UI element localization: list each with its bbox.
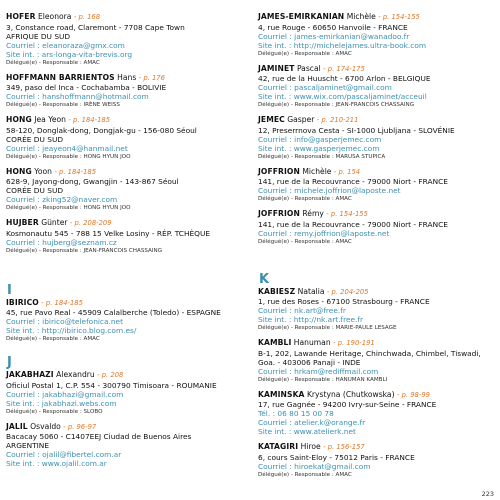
entry-surname: KATAGIRI [258,442,299,451]
entry-contact-link[interactable]: Courriel : pascaljaminet@gmail.com [258,83,392,92]
entry-pages: - p. 204-205 [326,287,369,296]
entry-address-line: B-1, 202, Lawande Heritage, Chinchwada, Chimbel, Tiswadi, [258,348,481,358]
directory-entry [6,73,246,110]
entry-surname: HOFER [6,12,36,21]
entry-given-name: Rémy [302,209,324,218]
entry-surname: IBIRICO [6,297,39,307]
entry-name [258,338,496,349]
entry-address-line: 349, paso del Inca - Cochabamba - BOLIVIE [6,83,167,92]
entry-delegate: Délégué(e) - Responsable : AMAC [258,238,352,245]
entry-pages: - p. 190-191 [333,339,375,347]
entry-contact-link[interactable]: Site int. : www.wix.com/pascaljaminet/acceuil [258,92,427,101]
directory-entry [6,167,246,213]
entry-delegate: Délégué(e) - Responsable : HONG HYUN JOO [6,205,131,211]
entry-delegate: Délégué(e) - Responsable : AMAC [258,471,352,478]
entry-contact-link[interactable]: Courriel : jakabhazi@gmail.com [6,389,124,399]
entry-name [6,218,246,229]
entry-contact-link[interactable]: Courriel : remy.joffrion@laposte.net [258,228,390,238]
entry-pages: - p. 98-99 [396,390,430,399]
directory-entry [258,12,496,58]
entry-address-line: Bacacay 5060 - C1407EEJ Ciudad de Buenos Aires [6,432,192,441]
entry-name [258,167,496,178]
entries-j-continued [258,12,496,246]
entry-delegate: Délégué(e) - Responsable : IRÈNE WEISS [6,102,120,108]
entry-contact-link[interactable]: Courriel : jeayeon4@hanmail.net [6,143,128,153]
entry-surname: JAMINET [258,63,295,73]
entry-name [6,370,246,381]
entry-contact-link[interactable]: Site int. : www.ojalil.com.ar [6,459,107,468]
entry-contact-link[interactable]: Courriel : eleanoraza@gmx.com [6,40,125,50]
directory-entry [6,422,246,469]
entry-address-line: 6, cours Saint-Eloy - 75012 Paris - FRANCE [258,452,415,462]
entry-delegate: Délégué(e) - Responsable : JEAN-FRANCOIS CHASSAING [258,102,415,108]
directory-entry [258,167,496,204]
page-number: 223 [481,490,494,498]
right-column [258,12,496,485]
entry-surname: KABIESZ [258,286,296,296]
entry-given-name: Gasper [287,115,315,124]
entry-given-name: Michèle [302,166,332,176]
directory-entry [258,287,496,333]
entry-name [6,167,246,178]
directory-entry [6,218,246,255]
entry-contact-link[interactable]: Site int. : www.atelierk.net [258,427,356,436]
entry-name [6,73,246,84]
entry-contact-link[interactable]: Courriel : ojalil@fibertel.com.ar [6,450,122,459]
entries-i [6,298,246,344]
directory-entry [258,64,496,110]
entry-surname: JAMES-EMIRKANIAN [258,12,345,21]
entry-surname: JALIL [6,421,28,431]
entry-surname: HONG [6,115,32,124]
entry-pages: - p. 156-157 [323,443,365,451]
entry-delegate: Délégué(e) - Responsable : JEAN-FRANCOIS CHASSAING [6,247,163,254]
entry-surname: KAMINSKA [258,389,305,399]
directory-entry [6,115,246,161]
entry-surname: JEMEC [258,115,285,124]
entry-delegate: Délégué(e) - Responsable : HANUMAN KAMBLI [258,376,388,383]
entry-address-line: 42, rue de la Huuscht - 6700 Arlon - BELGIQUE [258,74,431,83]
entry-name [6,12,246,23]
entries-h [6,12,246,255]
entry-contact-link[interactable]: Courriel : ibirico@telefonica.net [6,317,123,326]
entry-contact-link[interactable]: Courriel : hrkam@rediffmail.com [258,366,379,376]
entry-contact-link[interactable]: Courriel : zking52@naver.com [6,195,118,204]
entry-address-line: 141, rue de la Recouvrance - 79000 Niort - FRANCE [258,219,448,229]
entry-surname: HUJBER [6,218,39,227]
entry-delegate: Délégué(e) - Responsable : AMAC [258,50,352,57]
entry-contact-link[interactable]: Site int. : http://nk.art.free.fr [258,315,364,324]
entry-address-line: 17, rue Gagnée - 94200 Ivry-sur-Seine - FRANCE [258,400,437,409]
entry-pages: - p. 210-211 [316,116,359,124]
entry-given-name: Jea Yeon [34,115,66,124]
directory-entry [258,115,496,161]
entry-given-name: Hanuman [293,338,331,347]
entry-name [258,12,496,23]
entry-delegate: Délégué(e) - Responsable : AMAC [6,336,100,342]
entry-contact-link[interactable]: Courriel : hanshoffmann@hotmail.com [6,92,149,101]
directory-entry [6,298,246,344]
entry-delegate: Délégué(e) - Responsable : MARIE-PAULE LESAGE [258,325,397,331]
entry-address-line: 4, rue Rouge - 60650 Hanvoile - FRANCE [258,22,408,32]
entry-contact-link[interactable]: Site int. : http://ibirico.blog.com.es/ [6,326,137,335]
entry-pages: - p. 176 [138,73,165,82]
entry-contact-link[interactable]: Courriel : michele.joffrion@laposte.net [258,186,401,195]
entry-address-line: 141, rue de la Recouvrance - 79000 Niort - FRANCE [258,177,448,186]
entry-contact-link[interactable]: Courriel : james-emirkanian@wanadoo.fr [258,31,410,41]
section-letter-i: I [7,282,12,298]
entry-name [258,115,496,126]
entry-contact-link[interactable]: Courriel : info@gasperjemec.com [258,134,382,144]
entry-pages: - p. 154-155 [326,210,368,218]
directory-entry [258,209,496,246]
entry-delegate: Délégué(e) - Responsable : AMAC [258,196,352,202]
entry-pages: - p. 184-185 [54,167,97,176]
entry-name [258,209,496,220]
entry-pages: - p. 174-175 [323,64,365,73]
entry-surname: HONG [6,166,32,176]
entry-given-name: Pascal [296,63,321,73]
entry-surname: HOFFMANN BARRIENTOS [6,72,115,82]
entry-contact-link[interactable]: Courriel : atelier.k@orange.fr [258,418,366,427]
entry-name [258,442,496,453]
directory-entry [258,390,496,437]
entry-given-name: Hiroe [300,442,321,451]
entry-address-line: 58-120, Donglak-dong, Dongjak-gu - 156-080 Séoul [6,125,197,135]
entry-address-line: 1, rue des Roses - 67100 Strasbourg - FRANCE [258,297,430,306]
entry-delegate: Délégué(e) - Responsable : SLOBO [6,408,103,415]
directory-entry [6,370,246,416]
entry-pages: - p. 184-185 [41,298,83,307]
entry-surname: JAKABHAZI [6,370,54,379]
entry-surname: KAMBLI [258,338,292,347]
entry-delegate: Délégué(e) - Responsable : AMAC [6,59,100,66]
entries-k [258,287,496,479]
entry-address-line: Goa. - 403006 Panaji - INDE [258,357,361,367]
entry-surname: JOFFRION [258,209,300,218]
entry-pages: - p. 168 [73,13,101,21]
entry-contact-link[interactable]: Courriel : hiroekat@gmail.com [258,461,371,471]
entry-address-line: Oficiul Postal 1, C.P. 554 - 300790 Timisoara - ROUMANIE [6,380,217,390]
entry-pages: - p. 184-185 [68,116,111,124]
entry-address-line: Kosmonautu 545 - 788 15 Velke Losiny - RÉP. TCHÈQUE [6,228,211,238]
entry-name [258,64,496,75]
directory-entry [6,12,246,67]
entry-name [258,287,496,298]
section-letter-k: K [259,271,270,287]
entry-address-line: 12, Preserrnova Cesta - SI-1000 Ljubljana - SLOVÉNIE [258,125,455,135]
entry-contact-link[interactable]: Courriel : hujberg@seznam.cz [6,237,117,247]
entry-given-name: Yoon [34,166,52,176]
entry-address-line: AFRIQUE DU SUD [6,31,71,41]
left-column [6,12,246,474]
entry-contact-link[interactable]: Site int. : www.gasperjemec.com [258,143,380,153]
entry-contact-link[interactable]: Tél. : 06 80 15 00 78 [258,409,334,418]
entry-address-line: CORÉE DU SUD [6,186,64,195]
entry-given-name: Hans [117,72,137,82]
entry-contact-link[interactable]: Site int. : ars-longa-vita-brevis.org [6,49,133,59]
entry-pages: - p. 154 [333,167,361,176]
entry-address-line: ARGENTINE [6,441,50,450]
entry-name [6,422,246,433]
entry-given-name: Günter [41,218,68,227]
entry-given-name: Osvaldo [30,421,61,431]
entry-given-name: Krystyna (Chutkowska) [306,389,395,399]
entry-contact-link[interactable]: Site int. : http://michelejames.ultra-book.com [258,40,427,50]
entry-delegate: Délégué(e) - Responsable : MARUSA STUPICA [258,153,386,160]
entry-name [6,298,246,309]
entry-pages: - p. 154-155 [378,13,420,21]
entry-address-line: 3, Constance road, Claremont - 7708 Cape Town [6,22,185,32]
entry-name [6,115,246,126]
entry-address-line: 45, rue Pavo Real - 45909 Calalberche (Toledo) - ESPAGNE [6,308,221,317]
entry-address-line: CORÉE DU SUD [6,134,64,144]
entry-given-name: Michèle [346,12,376,21]
entry-pages: - p. 208-209 [69,219,112,227]
entry-given-name: Natalia [297,286,325,296]
entry-delegate: Délégué(e) - Responsable : HONG HYUN JOO [6,153,131,160]
entry-name [258,390,496,401]
entry-given-name: Eleonora [37,12,72,21]
directory-entry [258,338,496,384]
entry-pages: - p. 208 [97,371,124,379]
entry-address-line: 628-9, Jayong-dong, Gwangjin - 143-867 Séoul [6,177,179,186]
entry-contact-link[interactable]: Courriel : nk.art@free.fr [258,306,346,315]
entry-contact-link[interactable]: Site int. : jakabhazi.webs.com [6,398,117,408]
directory-entry [258,442,496,479]
entries-j [6,370,246,468]
section-letter-j: J [7,355,12,370]
entry-pages: - p. 96-97 [63,422,97,431]
entry-given-name: Alexandru [56,370,95,379]
entry-surname: JOFFRION [258,166,300,176]
